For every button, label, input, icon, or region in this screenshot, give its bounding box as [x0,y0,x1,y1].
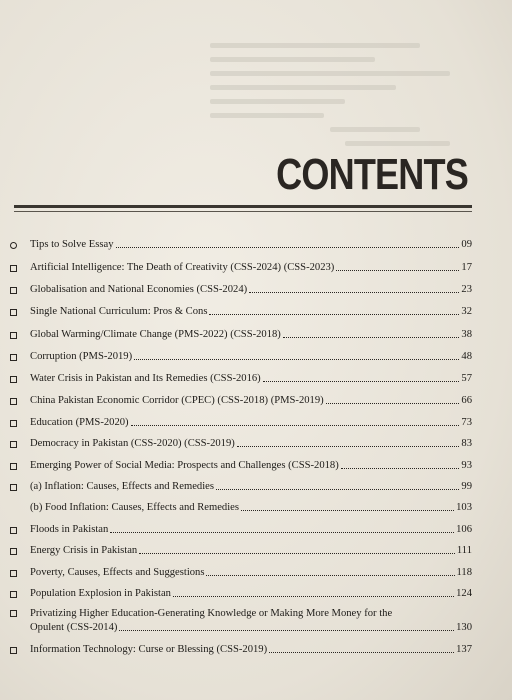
dot-leader [263,381,460,382]
toc-entry[interactable] [10,305,472,319]
dot-leader [206,575,454,576]
dot-leader [283,337,460,338]
toc-entry[interactable] [10,566,472,580]
square-bullet-icon [10,420,17,427]
toc-page-number: 66 [461,395,472,406]
toc-page-number: 38 [461,329,472,340]
toc-page-number: 83 [461,438,472,449]
square-bullet-icon [10,527,17,534]
dot-leader [216,489,459,490]
square-bullet-icon [10,484,17,491]
toc-entry[interactable] [10,480,472,494]
toc-entry-title: Energy Crisis in Pakistan [30,545,138,556]
page-title: CONTENTS [276,150,468,199]
toc-page-number: 57 [461,373,472,384]
toc-entry-title-line2: Opulent (CSS-2014) [30,622,118,633]
dot-leader [139,553,455,554]
square-bullet-icon [10,463,17,470]
toc-entry[interactable] [10,523,472,537]
square-bullet-icon [10,354,17,361]
square-bullet-icon [10,309,17,316]
toc-entry-title: Population Explosion in Pakistan [30,588,171,599]
dot-leader [249,292,459,293]
toc-page-number: 99 [461,481,472,492]
dot-leader [241,510,454,511]
square-bullet-icon [10,441,17,448]
square-bullet-icon [10,265,17,272]
toc-entry-title: Education (PMS-2020) [30,417,129,428]
dot-leader [131,425,460,426]
toc-page-number: 106 [456,524,472,535]
toc-entry-title: Global Warming/Climate Change (PMS-2022) (CSS-2018) [30,329,281,340]
toc-page-number: 17 [461,262,472,273]
toc-entry[interactable] [10,372,472,386]
circle-bullet-icon [10,242,17,249]
toc-entry[interactable] [10,416,472,430]
toc-entry[interactable] [10,544,472,558]
dot-leader [237,446,460,447]
dot-leader [341,468,460,469]
toc-page-number: 32 [461,306,472,317]
toc-page-number: 09 [461,239,472,250]
toc-entry[interactable] [10,261,472,275]
toc-page-number: 111 [456,545,472,556]
square-bullet-icon [10,287,17,294]
square-bullet-icon [10,398,17,405]
toc-page-number: 130 [456,622,472,633]
square-bullet-icon [10,570,17,577]
square-bullet-icon [10,332,17,339]
toc-page-number: 73 [461,417,472,428]
toc-entry[interactable] [10,459,472,473]
toc-entry-title: China Pakistan Economic Corridor (CPEC) (CSS-2018) (PMS-2019) [30,395,324,406]
toc-entry[interactable] [10,350,472,364]
dot-leader [173,596,454,597]
toc-entry-title: Tips to Solve Essay [30,239,114,250]
toc-page-number: 48 [461,351,472,362]
square-bullet-icon [10,376,17,383]
toc-page-number: 93 [461,460,472,471]
toc-entry[interactable] [10,437,472,451]
dot-leader [110,532,454,533]
toc-entry-title: Poverty, Causes, Effects and Suggestions [30,567,205,578]
toc-entry-title: (a) Inflation: Causes, Effects and Remedies [30,481,214,492]
toc-entry-title: (b) Food Inflation: Causes, Effects and Remedies [30,502,239,513]
dot-leader [116,247,460,248]
square-bullet-icon [10,647,17,654]
dot-leader [269,652,454,653]
toc-entry[interactable] [10,643,472,657]
dot-leader [326,403,460,404]
toc-entry-title: Water Crisis in Pakistan and Its Remedies (CSS-2016) [30,373,261,384]
dot-leader [119,630,454,631]
toc-entry-title: Emerging Power of Social Media: Prospects and Challenges (CSS-2018) [30,460,339,471]
toc-page-number: 118 [456,567,472,578]
square-bullet-icon [10,610,17,617]
toc-page-number: 103 [456,502,472,513]
toc-page-number: 124 [456,588,472,599]
toc-entry-title-line1: Privatizing Higher Education-Generating Knowledge or Making More Money for the [30,608,393,619]
dot-leader [209,314,459,315]
toc-entry[interactable] [10,283,472,297]
toc-entry-title: Information Technology: Curse or Blessing (CSS-2019) [30,644,268,655]
toc-entry-title: Globalisation and National Economies (CSS-2024) [30,284,248,295]
toc-entry-title: Artificial Intelligence: The Death of Creativity (CSS-2024) (CSS-2023) [30,262,335,273]
square-bullet-icon [10,548,17,555]
toc-entry-title: Corruption (PMS-2019) [30,351,133,362]
dot-leader [134,359,459,360]
toc-entry-title-line2-row [30,621,472,635]
toc-page-number: 137 [456,644,472,655]
toc-entry[interactable] [10,501,472,515]
toc-entry[interactable] [10,394,472,408]
dot-leader [336,270,459,271]
toc-entry[interactable] [10,587,472,601]
toc-entry[interactable] [10,607,472,635]
toc-page-number: 23 [461,284,472,295]
square-bullet-icon [10,591,17,598]
toc-entry[interactable] [10,238,472,252]
toc-entry-wrap [30,607,472,635]
toc-entry-title: Single National Curriculum: Pros & Cons [30,306,208,317]
toc-entry-title: Floods in Pakistan [30,524,109,535]
toc-entry[interactable] [10,328,472,342]
toc-entry-title: Democracy in Pakistan (CSS-2020) (CSS-2019) [30,438,235,449]
